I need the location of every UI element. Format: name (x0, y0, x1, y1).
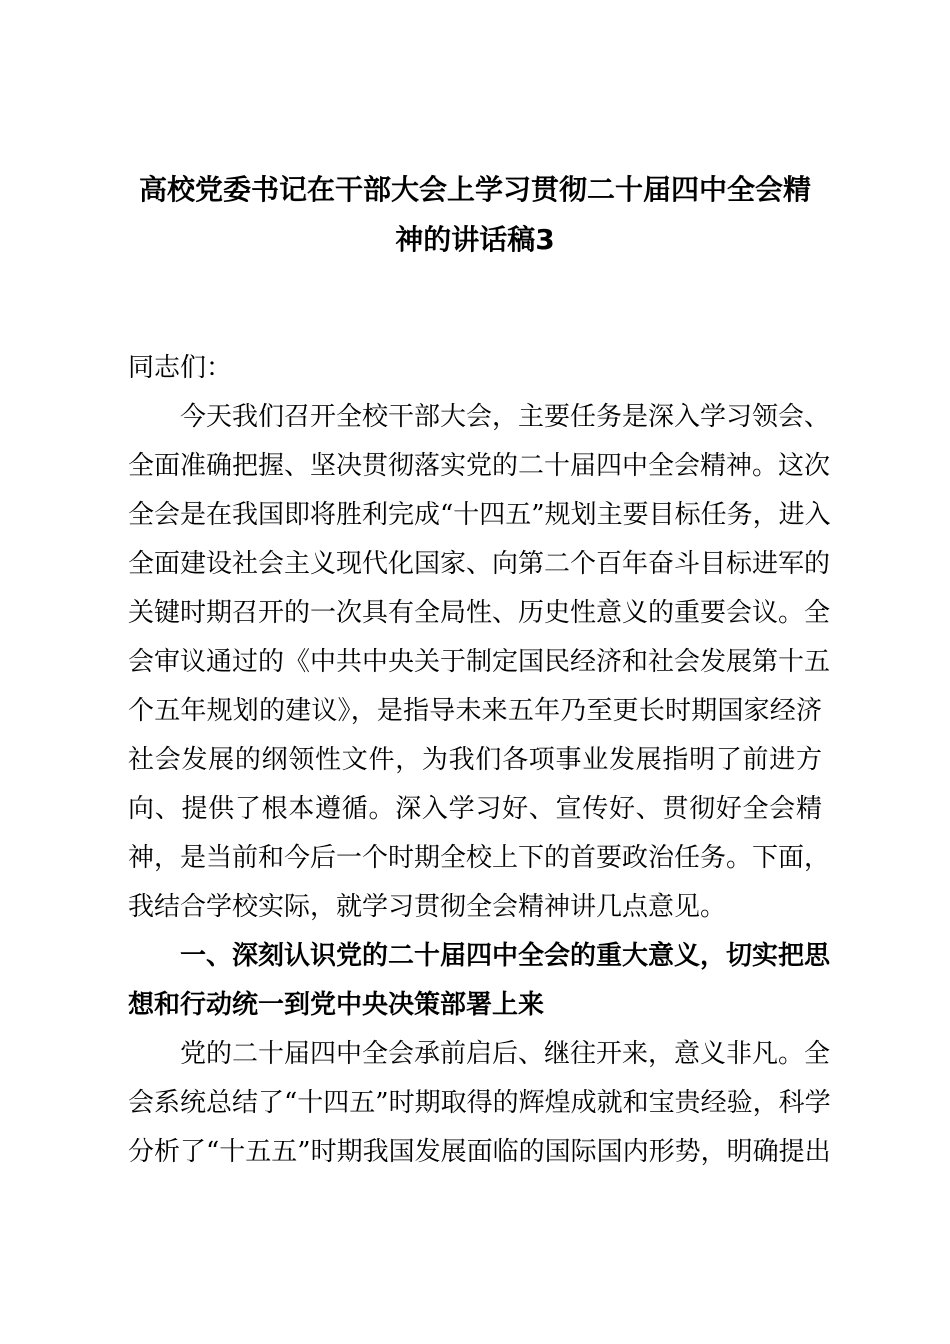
text-line: 今天我们召开全校干部大会，主要任务是深入学习领会、 (128, 402, 831, 432)
text-line: 向、提供了根本遵循。深入学习好、宣传好、贯彻好全会精 (128, 794, 822, 824)
text-line: 我结合学校实际，就学习贯彻全会精神讲几点意见。 (128, 892, 727, 922)
text-line: 分析了“十五五”时期我国发展面临的国际国内形势，明确提出 (128, 1137, 831, 1167)
text-line: 社会发展的纲领性文件，为我们各项事业发展指明了前进方 (128, 745, 822, 775)
section-heading-1 (128, 932, 831, 1030)
text-line: 神，是当前和今后一个时期全校上下的首要政治任务。下面， (128, 843, 831, 873)
text-line: 党的二十届四中全会承前启后、继往开来，意义非凡。全 (128, 1039, 831, 1069)
text-line: 全会是在我国即将胜利完成“十四五”规划主要目标任务，进入 (128, 500, 831, 530)
text-line: 会审议通过的《中共中央关于制定国民经济和社会发展第十五 (128, 647, 831, 677)
text-line: 全面准确把握、坚决贯彻落实党的二十届四中全会精神。这次 (128, 451, 831, 481)
text-line: 关键时期召开的一次具有全局性、历史性意义的重要会议。全 (128, 598, 831, 628)
document-body (128, 344, 831, 1177)
paragraph-section-1 (128, 1030, 831, 1177)
text-line: 个五年规划的建议》，是指导未来五年乃至更长时期国家经济 (128, 696, 822, 726)
heading-line: 一、深刻认识党的二十届四中全会的重大意义，切实把思 (128, 941, 831, 971)
title-line: 神的讲话稿3 (395, 223, 555, 256)
salutation: 同志们： (128, 353, 233, 383)
paragraph-intro (128, 393, 831, 932)
text-line: 会系统总结了“十四五”时期取得的辉煌成就和宝贵经验，科学 (128, 1088, 831, 1118)
text-line: 全面建设社会主义现代化国家、向第二个百年奋斗目标进军的 (128, 549, 831, 579)
heading-line: 想和行动统一到党中央决策部署上来 (128, 990, 545, 1020)
document-title (128, 165, 822, 265)
title-line: 高校党委书记在干部大会上学习贯彻二十届四中全会精 (138, 173, 811, 206)
